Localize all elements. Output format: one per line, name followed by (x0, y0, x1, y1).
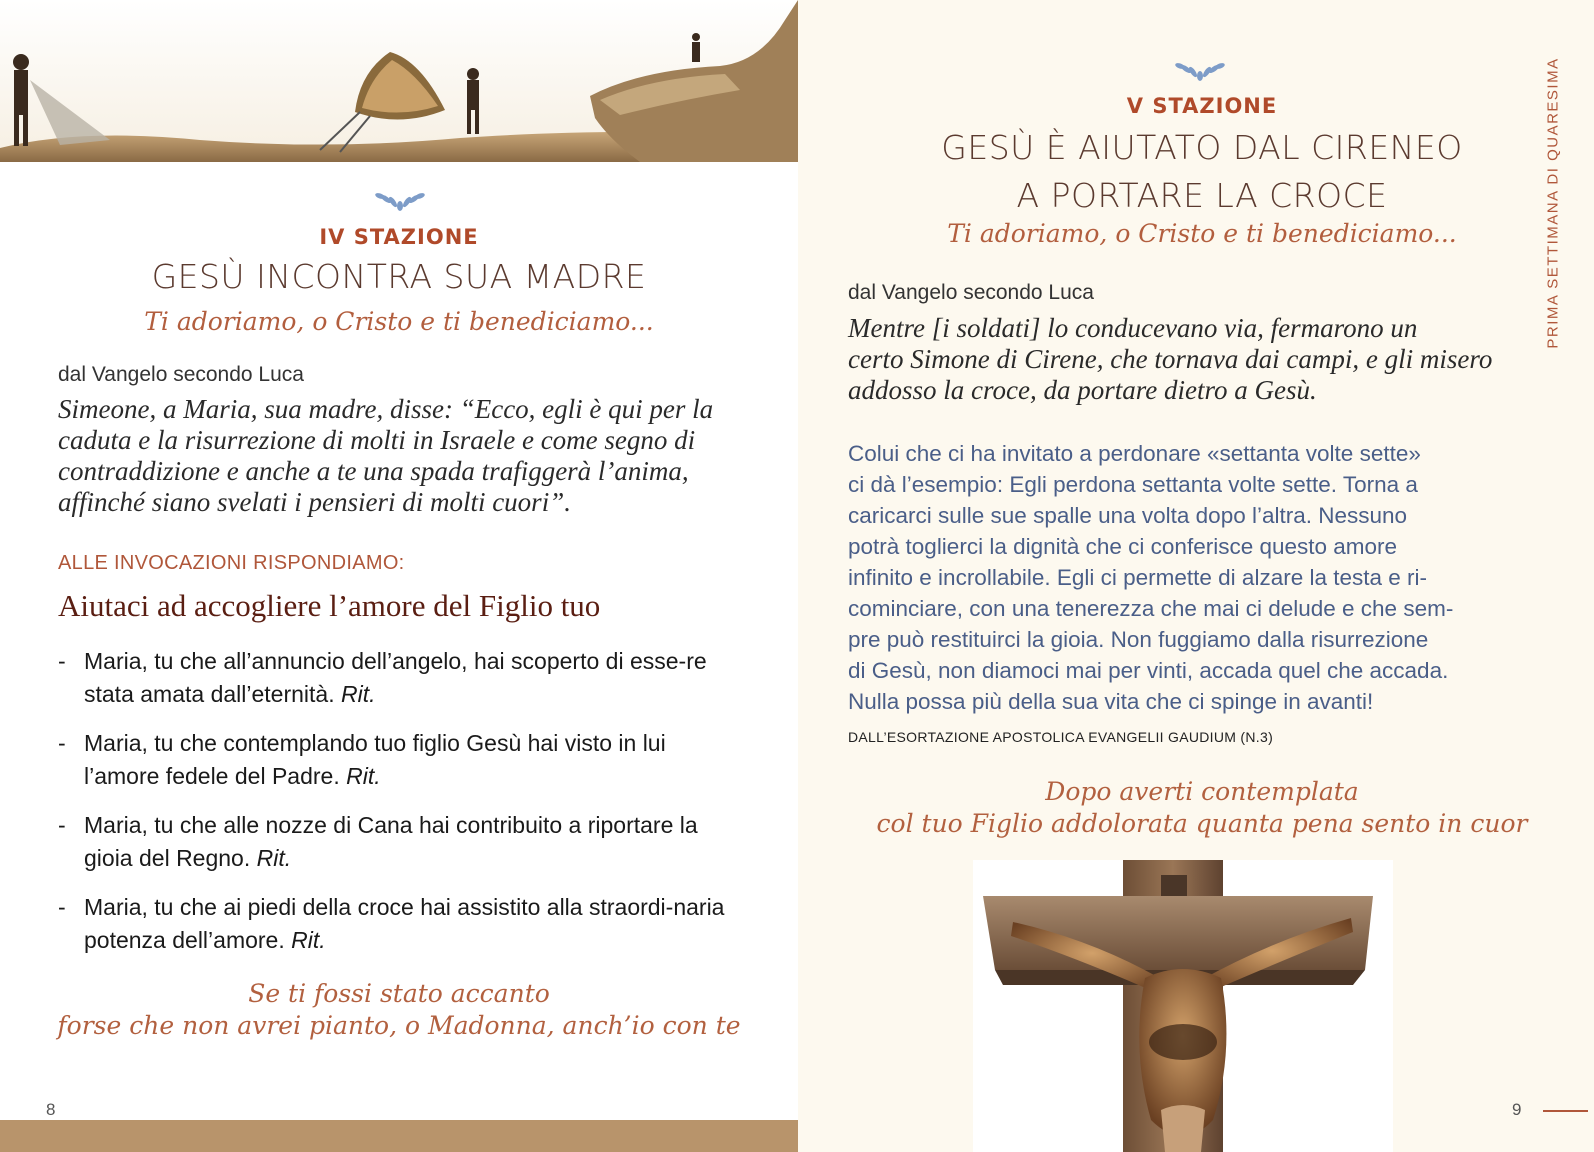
page-number-rule (1543, 1110, 1588, 1112)
dash: - (58, 648, 66, 674)
gospel-line: caduta e la risurrezione di molti in Israele e come segno di (58, 425, 696, 455)
dash: - (58, 812, 66, 838)
verse (0, 978, 798, 1042)
commentary-line: pre può restituirci la gioia. Non fuggiamo dalla risurrezione (848, 627, 1429, 652)
adoriamo-line: Ti adoriamo, o Cristo e ti benediciamo... (947, 219, 1457, 248)
bottom-band (0, 1120, 798, 1152)
invocation-text: Maria, tu che contemplando tuo figlio Gesù hai visto in lui l’amore fedele del Padre. (84, 730, 666, 789)
commentary-passage (848, 438, 1518, 717)
list-item (58, 809, 728, 875)
gospel-passage (58, 394, 713, 518)
commentary-line: potrà toglierci la dignità che ci conferisce questo amore (848, 534, 1398, 559)
rit-label: Rit. (256, 845, 292, 871)
commentary-line: ci dà l’esempio: Egli perdona settanta volte sette. Torna a (848, 472, 1418, 497)
commentary-line: Nulla possa più della sua vita che ci spinge in avanti! (848, 689, 1374, 714)
commentary-line: cominciare, con una tenerezza che mai ci delude e che sem- (848, 596, 1454, 621)
commentary-line: di Gesù, non diamoci mai per vinti, accada quel che accada. (848, 658, 1449, 683)
list-item (58, 727, 728, 793)
rit-label: Rit. (291, 927, 326, 953)
rit-label: Rit. (340, 681, 376, 707)
invocations-list (58, 645, 728, 973)
station-title-line: A PORTARE LA CROCE (1016, 176, 1388, 215)
station-title: GESÙ INCONTRA SUA MADRE (151, 257, 647, 296)
laurel-icon (374, 188, 426, 212)
laurel-icon (1174, 58, 1226, 82)
commentary-source: DALL’ESORTAZIONE APOSTOLICA EVANGELII GAUDIUM (N.3) (848, 729, 1274, 745)
gospel-line: contraddizione e anche a te una spada trafiggerà l’anima, (58, 456, 689, 486)
fishermen-boat-illustration (0, 0, 798, 162)
commentary-line: caricarci sulle sue spalle una volta dopo l’altra. Nessuno (848, 503, 1408, 528)
gospel-line: Simeone, a Maria, sua madre, disse: “Ecco, egli è qui per la (58, 394, 714, 424)
invocations-label: ALLE INVOCAZIONI RISPONDIAMO: (58, 552, 405, 574)
section-side-label (1538, 56, 1568, 349)
invocation-text: Maria, tu che ai piedi della croce hai assistito alla straordi-naria potenza dell’amore. (84, 894, 725, 953)
list-item (58, 891, 728, 957)
gospel-line: affinché siano svelati i pensieri di molti cuori”. (58, 487, 571, 517)
gospel-source: dal Vangelo secondo Luca (848, 281, 1094, 304)
gospel-line: certo Simone di Cirene, che tornava dai campi, e gli misero (848, 344, 1493, 374)
gospel-line: Mentre [i soldati] lo conducevano via, fermarono un (848, 313, 1418, 343)
station-title-line: GESÙ È AIUTATO DAL CIRENEO (941, 128, 1463, 167)
verse-line: Dopo averti contemplata (1045, 777, 1359, 806)
commentary-line: infinito e incrollabile. Egli ci permette di alzare la testa e ri- (848, 565, 1428, 590)
invocation-text: Maria, tu che alle nozze di Cana hai contribuito a riportare la gioia del Regno. (84, 812, 698, 871)
verse-line: col tuo Figlio addolorata quanta pena sento in cuor (876, 809, 1528, 838)
page-number: 8 (46, 1100, 56, 1119)
station-number: V STAZIONE (1126, 94, 1278, 118)
response-line: Aiutaci ad accogliere l’amore del Figlio tuo (58, 588, 601, 623)
gospel-passage (848, 313, 1492, 406)
verse-line: Se ti fossi stato accanto (248, 979, 550, 1008)
gospel-line: addosso la croce, da portare dietro a Gesù. (848, 375, 1317, 405)
dash: - (58, 894, 66, 920)
station-title (798, 124, 1594, 220)
verse-line: forse che non avrei pianto, o Madonna, anch’io con te (57, 1011, 741, 1040)
rit-label: Rit. (346, 763, 381, 789)
side-label-text: PRIMA SETTIMANA DI QUARESIMA (1544, 56, 1562, 349)
page-number: 9 (1512, 1100, 1522, 1119)
right-page (798, 0, 1594, 1152)
adoriamo-line: Ti adoriamo, o Cristo e ti benediciamo... (144, 307, 654, 336)
invocation-text: Maria, tu che all’annuncio dell’angelo, hai scoperto di esse-re stata amata dall’eternità. (84, 648, 707, 707)
station-number: IV STAZIONE (319, 225, 479, 249)
verse (798, 776, 1594, 840)
dash: - (58, 730, 66, 756)
gospel-source: dal Vangelo secondo Luca (58, 363, 304, 386)
crucifix-painting (973, 860, 1393, 1152)
list-item (58, 645, 728, 711)
commentary-line: Colui che ci ha invitato a perdonare «settanta volte sette» (848, 441, 1421, 466)
